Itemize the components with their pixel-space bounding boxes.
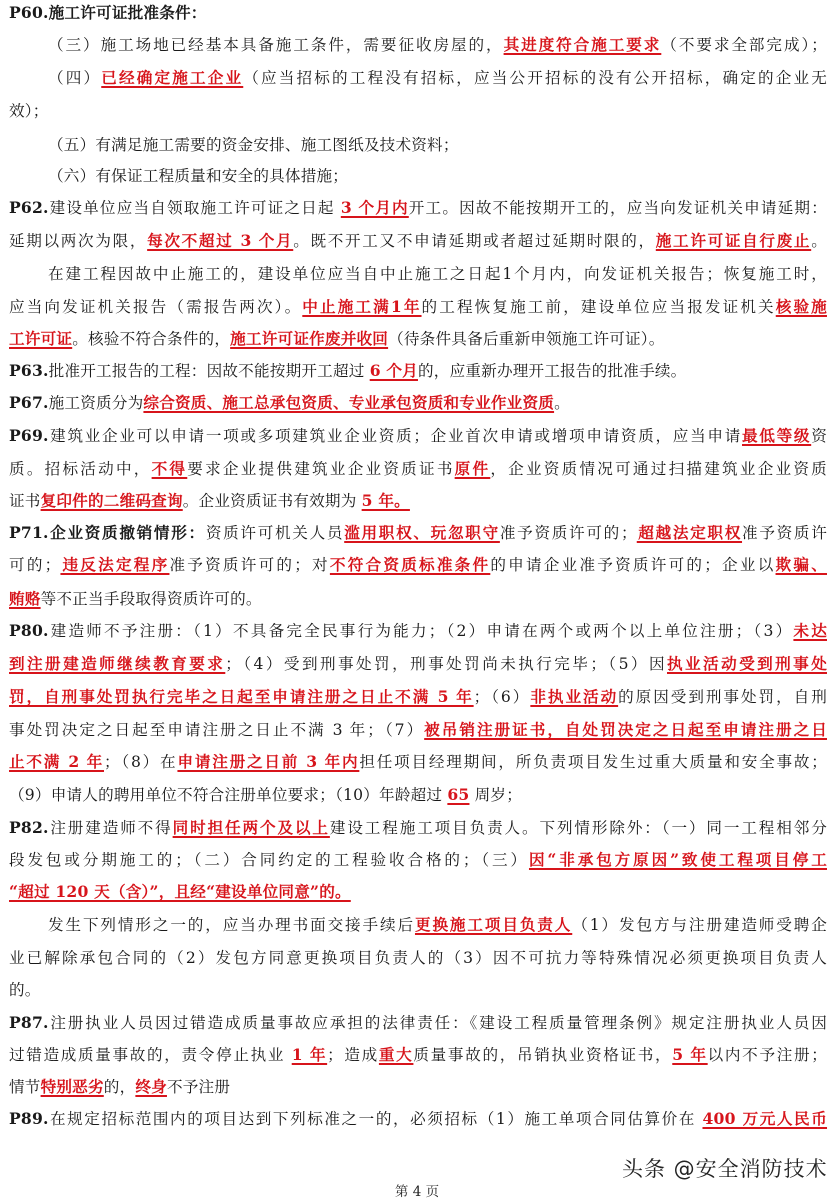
text-segment: 。	[811, 232, 827, 250]
section-heading: P60.施工许可证批准条件：	[9, 3, 207, 22]
text-line	[9, 881, 827, 903]
page-number: 第 4 页	[394, 1184, 440, 1200]
highlighted-text: 综合资质、施工总承包资质、专业承包资质和专业作业资质	[143, 393, 555, 412]
text-segment: 证书	[9, 492, 41, 510]
text-line	[9, 230, 827, 252]
text-segment: 。既不开工又不申请延期或者超过延期时限的，	[293, 232, 656, 250]
text-segment: 过错造成质量事故的，责令停止执业	[9, 1046, 292, 1064]
highlighted-text: 原件	[454, 459, 491, 478]
text-segment: 的，	[103, 1078, 136, 1096]
highlighted-text: 不得	[151, 459, 188, 478]
text-segment: （9）申请人的聘用单位不符合注册单位要求；（10）年龄超过	[9, 786, 448, 804]
text-segment: （四）	[48, 69, 102, 87]
text-segment: 发生下列情形之一的，应当办理书面交接手续后	[48, 916, 415, 934]
text-segment: （应当招标的工程没有招标，应当公开招标的没有公开招标，确定的企业无	[243, 69, 827, 87]
text-line	[48, 165, 827, 187]
text-line	[9, 849, 827, 871]
text-segment: 的原因受到刑事处罚，自刑	[618, 688, 827, 706]
text-segment: 。核验不符合条件的，	[72, 330, 231, 348]
text-line	[9, 1076, 827, 1098]
text-segment: ；（4）受到刑事处罚，刑事处罚尚未执行完毕；（5）因	[225, 655, 667, 673]
text-segment: 建造师不予注册：（1）不具备完全民事行为能力；（2）申请在两个或两个以上单位注册；（3）	[48, 622, 794, 640]
highlighted-text: 每次不超过 3 个月	[147, 231, 294, 250]
highlighted-text: 6 个月	[369, 361, 418, 380]
text-line	[9, 458, 827, 480]
highlighted-text: 中止施工满1年	[302, 297, 422, 316]
text-segment: 批准开工报告的工程：因故不能按期开工超过	[48, 362, 370, 380]
section-heading: P69.	[9, 426, 49, 445]
text-segment: 担任项目经理期间，所负责项目发生过重大质量和安全事故；	[359, 753, 828, 771]
text-segment: 质。招标活动中，	[9, 460, 152, 478]
text-line	[48, 34, 827, 56]
text-segment: 准予资质许	[742, 524, 828, 542]
text-segment: 质量事故的，吊销执业资格证书，	[413, 1046, 673, 1064]
highlighted-text: 同时担任两个及以上	[172, 818, 330, 837]
highlighted-text: 施工许可证作废并收回	[230, 329, 389, 348]
highlighted-text: 非执业活动	[530, 687, 619, 706]
text-segment: 周岁；	[469, 786, 523, 804]
text-segment: 准予资质许可的；对	[169, 556, 330, 574]
text-line	[9, 588, 827, 610]
text-segment: 。企业资质证书有效期为	[182, 492, 362, 510]
text-segment: 延期以两次为限，	[9, 232, 148, 250]
text-line	[9, 522, 827, 544]
highlighted-text: 工许可证	[9, 329, 73, 348]
text-line	[9, 751, 827, 773]
text-segment: 资	[811, 427, 827, 445]
text-segment: （五）有满足施工需要的资金安排、施工图纸及技术资料；	[48, 136, 459, 154]
highlighted-text: 其进度符合施工要求	[503, 35, 662, 54]
text-segment: ；（8）在	[104, 753, 178, 771]
highlighted-text: 欺骗、	[775, 555, 827, 574]
highlighted-text: 申请注册之日前 3 年内	[177, 752, 360, 771]
text-segment: 在建工程因故中止施工的，建设单位应当自中止施工之日起1个月内，向发证机关报告；恢复施工时，	[48, 265, 827, 283]
text-segment: 不予注册	[166, 1078, 231, 1096]
text-line	[9, 1044, 827, 1066]
text-segment: 开工。因故不能按期开工的，应当向发证机关申请延期：	[408, 199, 827, 217]
highlighted-text: 65	[447, 785, 470, 804]
text-segment: 的，应重新办理开工报告的批准手续。	[417, 362, 687, 380]
highlighted-text: 特别恶劣	[40, 1077, 104, 1096]
highlighted-text: “超过 120 天（含）”，且经“建设单位同意”的。	[9, 882, 351, 901]
text-segment: （1）发包方与注册建造师受聘企	[572, 916, 828, 934]
highlighted-text: 5 年。	[361, 491, 410, 510]
highlighted-text: 不符合资质标准条件	[329, 555, 491, 574]
text-line	[9, 653, 827, 675]
text-segment: 以内不予注册；	[707, 1046, 827, 1064]
highlighted-text: 施工许可证自行废止	[655, 231, 812, 250]
text-segment: 效）；	[9, 102, 49, 120]
highlighted-text: 已经确定施工企业	[101, 68, 244, 87]
text-segment: 建筑业企业可以申请一项或多项建筑业企业资质；企业首次申请或增项申请资质，应当申请	[48, 427, 742, 445]
highlighted-text: 3 个月内	[340, 198, 409, 217]
text-segment: 的工程恢复施工前，建设单位应当报发证机关	[421, 298, 776, 316]
text-line	[48, 914, 827, 936]
text-line	[9, 686, 827, 708]
text-segment: 建设工程施工项目负责人。下列情形除外：（一）同一工程相邻分	[329, 819, 827, 837]
highlighted-text: 最低等级	[742, 426, 812, 445]
section-heading: P89.	[9, 1109, 49, 1128]
text-line	[9, 425, 827, 447]
text-segment: 情节	[9, 1078, 41, 1096]
text-segment: 事处罚决定之日起至申请注册之日止不满 3 年；（7）	[9, 721, 425, 739]
highlighted-text: 贿赂	[9, 589, 41, 608]
section-heading: P82.	[9, 818, 49, 837]
text-line	[48, 67, 827, 89]
highlighted-text: 1 年	[291, 1045, 328, 1064]
text-segment: 施工资质分为	[48, 394, 144, 412]
section-heading: P71.企业资质撤销情形：	[9, 523, 206, 542]
highlighted-text: 到注册建造师继续教育要求	[9, 654, 226, 673]
text-line	[9, 296, 827, 318]
highlighted-text: 未达	[793, 621, 827, 640]
highlighted-text: 更换施工项目负责人	[414, 915, 573, 934]
highlighted-text: 重大	[378, 1045, 414, 1064]
text-segment: 的。	[9, 981, 41, 999]
text-line	[9, 392, 827, 414]
highlighted-text: 终身	[135, 1077, 167, 1096]
highlighted-text: 复印件的二维码查询	[40, 491, 183, 510]
text-line	[9, 817, 827, 839]
text-line	[9, 360, 827, 382]
text-segment: 资质许可机关人员	[205, 524, 345, 542]
highlighted-text: 400 万元人民币	[702, 1109, 828, 1128]
text-segment: 段发包或分期施工的；（二）合同约定的工程验收合格的；（三）	[9, 851, 529, 869]
text-line	[9, 197, 827, 219]
section-heading: P67.	[9, 393, 49, 412]
text-line	[9, 979, 827, 1001]
text-line	[48, 134, 827, 156]
highlighted-text: 滥用职权、玩忽职守	[344, 523, 500, 542]
section-heading: P87.	[9, 1013, 49, 1032]
text-line	[9, 719, 827, 741]
section-heading: P62.	[9, 198, 49, 217]
text-segment: ，企业资质情况可通过扫描建筑业企业资质	[490, 460, 827, 478]
text-segment: ；（6）	[473, 688, 531, 706]
section-heading: P63.	[9, 361, 49, 380]
highlighted-text: 超越法定职权	[636, 523, 743, 542]
text-segment: 注册建造师不得	[48, 819, 173, 837]
text-segment: 应当向发证机关报告（需报告两次）。	[9, 298, 303, 316]
highlighted-text: 罚，自刑事处罚执行完毕之日起至申请注册之日止不满 5 年	[9, 687, 474, 706]
text-line	[9, 100, 827, 122]
highlighted-text: 止不满 2 年	[9, 752, 104, 771]
text-segment: 准予资质许可的；	[499, 524, 637, 542]
text-segment: 注册执业人员因过错造成质量事故应承担的法律责任：《建设工程质量管理条例》规定注册执业人员因	[48, 1014, 827, 1032]
text-segment: 要求企业提供建筑业企业资质证书	[187, 460, 455, 478]
text-segment: 业已解除承包合同的（2）发包方同意更换项目负责人的（3）因不可抗力等特殊情况必须更换项目负责人	[9, 949, 827, 967]
text-segment: 可的；	[9, 556, 61, 574]
text-line	[9, 328, 827, 350]
text-segment: （三）施工场地已经基本具备施工条件，需要征收房屋的，	[48, 36, 504, 54]
text-line	[9, 947, 827, 969]
text-line	[48, 263, 827, 285]
text-segment: ；造成	[327, 1046, 379, 1064]
text-segment: 的申请企业准予资质许可的；企业以	[490, 556, 776, 574]
text-line	[9, 490, 827, 512]
highlighted-text: 核验施	[775, 297, 827, 316]
highlighted-text: 违反法定程序	[60, 555, 170, 574]
text-segment: 。	[554, 394, 570, 412]
highlighted-text: 5 年	[672, 1045, 708, 1064]
text-segment: （不要求全部完成）；	[661, 36, 827, 54]
watermark: 头条 @安全消防技术	[622, 1157, 828, 1181]
text-line	[9, 1108, 827, 1130]
text-line	[9, 2, 827, 24]
text-line	[9, 554, 827, 576]
highlighted-text: 执业活动受到刑事处	[667, 654, 827, 673]
section-heading: P80.	[9, 621, 49, 640]
text-segment: （六）有保证工程质量和安全的具体措施；	[48, 167, 349, 185]
text-line	[9, 1012, 827, 1034]
text-segment: 在规定招标范围内的项目达到下列标准之一的，必须招标（1）施工单项合同估算价在	[48, 1110, 703, 1128]
text-segment: 等不正当手段取得资质许可的。	[40, 590, 262, 608]
highlighted-text: 被吊销注册证书，自处罚决定之日起至申请注册之日	[424, 720, 827, 739]
text-line	[9, 620, 827, 642]
text-segment: （待条件具备后重新申领施工许可证）。	[388, 330, 665, 348]
text-line	[9, 784, 827, 806]
text-segment: 建设单位应当自领取施工许可证之日起	[48, 199, 341, 217]
highlighted-text: 因“非承包方原因”致使工程项目停工	[528, 850, 827, 869]
